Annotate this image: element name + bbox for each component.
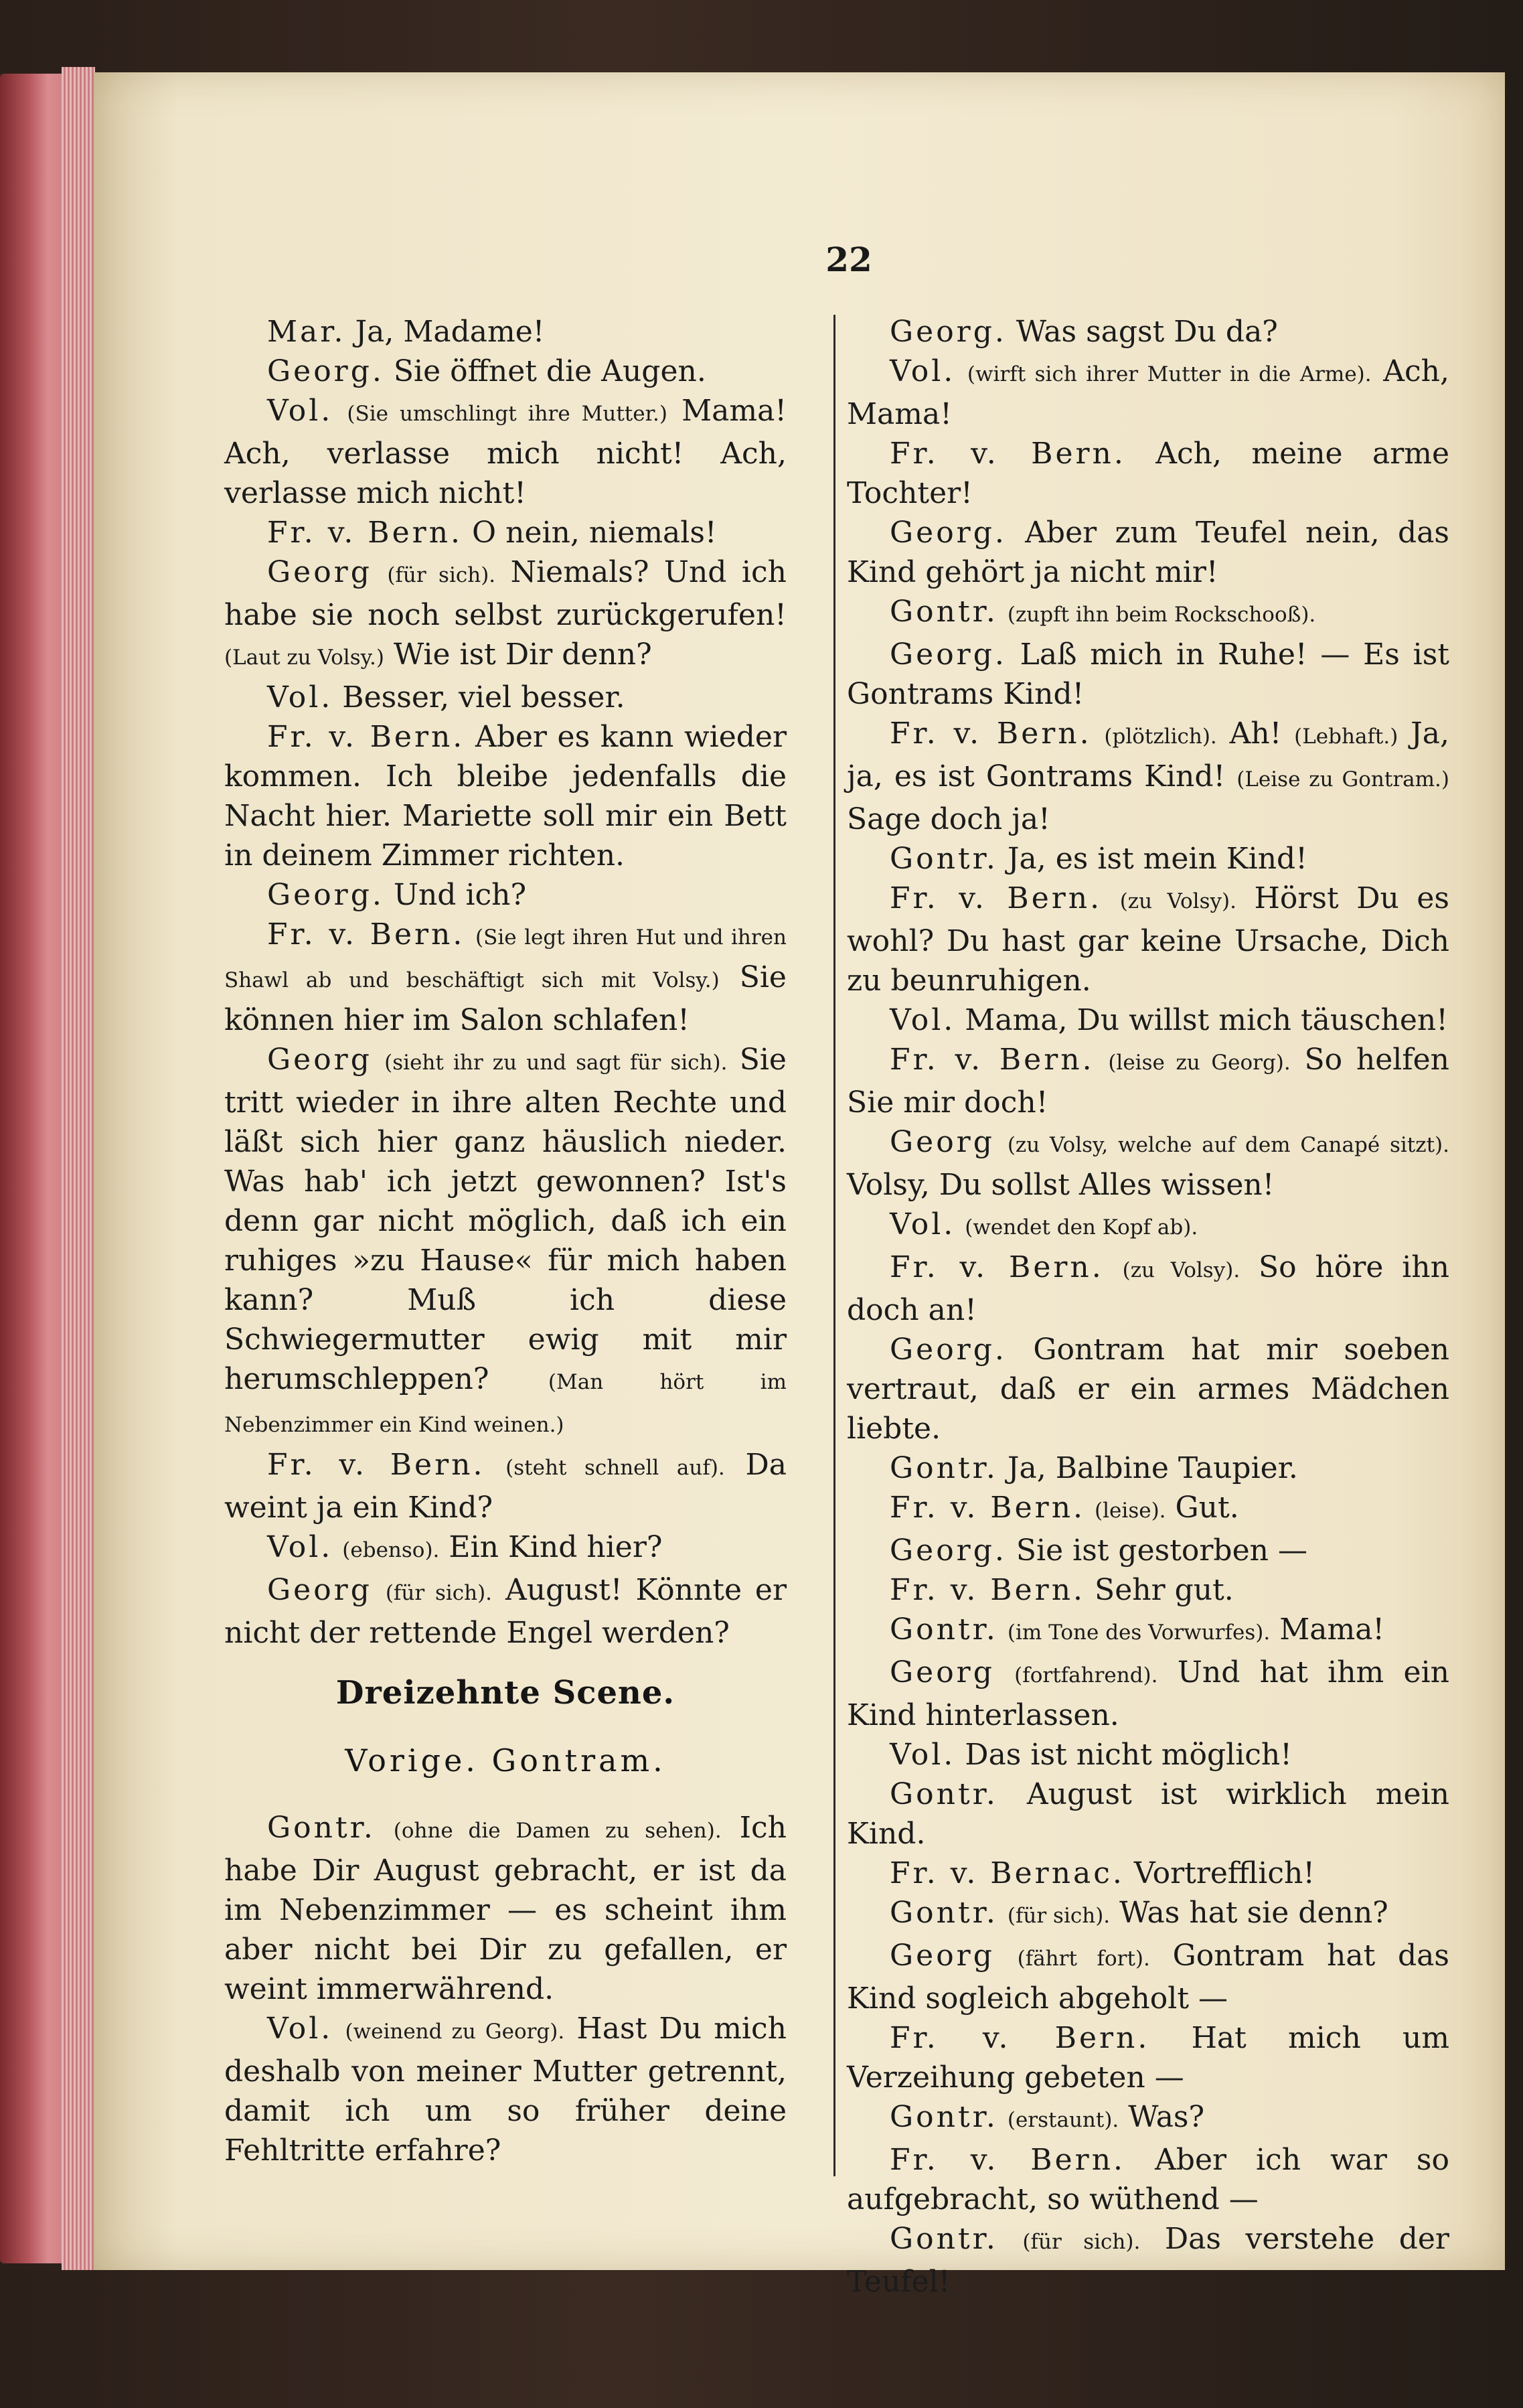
dialogue-line xyxy=(847,1248,1449,1330)
speaker-name: Georg. xyxy=(890,315,1007,349)
speaker-name: Georg xyxy=(890,1125,995,1159)
stage-direction: (Man hört im Nebenzimmer ein Kind weinen.) xyxy=(224,1370,787,1437)
dialogue-text: So helfen Sie mir doch! xyxy=(847,1043,1449,1120)
speaker-name: Fr. v. Bernac. xyxy=(890,1856,1125,1890)
dialogue-text: Sie können hier im Salon schlafen! xyxy=(224,960,787,1037)
dialogue-line xyxy=(224,513,787,552)
stage-direction: (im Tone des Vorwurfes). xyxy=(1007,1621,1271,1645)
speaker-name: Vol. xyxy=(267,680,333,714)
stage-direction: (zu Volsy, welche auf dem Canapé sitzt). xyxy=(1007,1133,1449,1157)
speaker-name: Vol. xyxy=(267,1530,333,1564)
dialogue-text: Was? xyxy=(1128,2100,1205,2134)
dialogue-line xyxy=(847,1893,1449,1936)
dialogue-text: Mama, Du willst mich täuschen! xyxy=(965,1003,1448,1037)
speaker-name: Vol. xyxy=(267,2012,333,2046)
dialogue-text: Hat mich um Verzeihung gebeten — xyxy=(847,2021,1449,2095)
speaker-name: Gontr. xyxy=(267,1811,376,1845)
speaker-name: Fr. v. Bern. xyxy=(890,1491,1086,1525)
speaker-name: Fr. v. Bern. xyxy=(267,516,463,550)
speaker-name: Gontr. xyxy=(890,1451,998,1485)
right-column xyxy=(847,312,1449,2302)
stage-direction: (für sich). xyxy=(385,1581,493,1605)
dialogue-text: Hast Du mich deshalb von meiner Mutter getrennt, damit ich um so früher deine Fehltritte erfahre? xyxy=(224,2012,787,2168)
stage-direction: (für sich). xyxy=(1022,2230,1141,2254)
dialogue-line xyxy=(224,875,787,915)
stage-direction: (Sie legt ihren Hut und ihren Shawl ab und beschäftigt sich mit Volsy.) xyxy=(224,925,787,992)
dialogue-text: Ja, es ist mein Kind! xyxy=(1007,842,1307,876)
dialogue-line xyxy=(224,1808,787,2009)
stage-direction: (Laut zu Volsy.) xyxy=(224,646,384,670)
dialogue-text: Besser, viel besser. xyxy=(342,680,625,714)
dialogue-line xyxy=(847,312,1449,352)
dialogue-text: Was hat sie denn? xyxy=(1119,1896,1388,1930)
speaker-name: Georg xyxy=(267,1573,372,1607)
dialogue-text: Ja, Madame! xyxy=(355,315,545,349)
speaker-name: Gontr. xyxy=(890,2100,998,2134)
speaker-name: Fr. v. Bern. xyxy=(267,1448,485,1482)
stage-direction: (fortfahrend). xyxy=(1014,1663,1158,1687)
stage-direction: (zu Volsy). xyxy=(1122,1258,1240,1282)
page-number: 22 xyxy=(825,240,872,279)
dialogue-line xyxy=(847,1330,1449,1448)
speaker-name: Georg xyxy=(890,1939,995,1973)
dialogue-line xyxy=(847,1531,1449,1570)
speaker-name: Fr. v. Bern. xyxy=(267,917,465,952)
speaker-name: Georg. xyxy=(890,1333,1007,1367)
speaker-name: Gontr. xyxy=(890,1612,998,1647)
speaker-name: Georg. xyxy=(890,1533,1007,1568)
stage-direction: (Lebhaft.) xyxy=(1294,725,1398,749)
dialogue-text: Hörst Du es wohl? Du hast gar keine Ursache, Dich zu beunruhigen. xyxy=(847,881,1449,998)
dialogue-line xyxy=(847,513,1449,592)
speaker-name: Gontr. xyxy=(890,2222,998,2256)
dialogue-line xyxy=(847,1448,1449,1488)
dialogue-text: Sehr gut. xyxy=(1095,1573,1234,1607)
stage-direction: (Sie umschlingt ihre Mutter.) xyxy=(347,402,667,426)
dialogue-text: Und hat ihm ein Kind hinterlassen. xyxy=(847,1655,1449,1732)
dialogue-text: Ach, verlasse mich nicht! Ach, verlasse mich nicht! xyxy=(224,437,787,510)
stage-direction: (für sich). xyxy=(1007,1904,1111,1928)
dialogue-line xyxy=(847,879,1449,1000)
dialogue-text: Mama! xyxy=(682,394,787,428)
speaker-name: Fr. v. Bern. xyxy=(890,1250,1104,1284)
speaker-name: Vol. xyxy=(890,1003,956,1037)
left-column-lower xyxy=(224,1808,787,2170)
dialogue-text: Aber zum Teufel nein, das Kind gehört ja nicht mir! xyxy=(847,516,1449,589)
dialogue-line xyxy=(847,1735,1449,1775)
dialogue-line xyxy=(847,839,1449,879)
stage-direction: (leise zu Georg). xyxy=(1108,1051,1291,1075)
dialogue-text: Gontram hat das Kind sogleich abgeholt — xyxy=(847,1939,1449,2016)
dialogue-line xyxy=(847,2018,1449,2097)
dialogue-line xyxy=(847,1610,1449,1653)
stage-direction: (wendet den Kopf ab). xyxy=(965,1215,1198,1239)
dialogue-line xyxy=(847,2097,1449,2140)
dialogue-line xyxy=(224,552,787,678)
dialogue-line xyxy=(847,714,1449,839)
dialogue-text: Sie öffnet die Augen. xyxy=(393,354,706,388)
dialogue-line xyxy=(847,352,1449,434)
speaker-name: Gontr. xyxy=(890,595,998,629)
speaker-name: Fr. v. Bern. xyxy=(890,2143,1126,2177)
stage-direction: (plötzlich). xyxy=(1104,725,1217,749)
dialogue-line xyxy=(224,1527,787,1570)
dialogue-text: Aber es kann wieder kommen. Ich bleibe jedenfalls die Nacht hier. Mariette soll mir ein Bett in deinem Zimmer richten. xyxy=(224,720,787,873)
speaker-name: Georg xyxy=(267,1043,372,1077)
dialogue-line xyxy=(224,312,787,352)
speaker-name: Georg. xyxy=(890,637,1007,672)
dialogue-text: Volsy, Du sollst Alles wissen! xyxy=(847,1168,1275,1202)
dialogue-line xyxy=(847,1205,1449,1248)
speaker-name: Georg. xyxy=(267,878,384,912)
speaker-name: Vol. xyxy=(890,1738,956,1772)
dialogue-text: Aber ich war so aufgebracht, so wüthend — xyxy=(847,2143,1449,2216)
left-column xyxy=(224,312,787,1653)
dialogue-text: O nein, niemals! xyxy=(472,516,717,550)
dialogue-text: Gontram hat mir soeben vertraut, daß er ein armes Mädchen liebte. xyxy=(847,1333,1449,1446)
speaker-name: Gontr. xyxy=(890,1896,998,1930)
dialogue-line xyxy=(224,717,787,875)
speaker-name: Gontr. xyxy=(890,1777,998,1811)
dialogue-line xyxy=(224,678,787,717)
speaker-name: Fr. v. Bern. xyxy=(890,2021,1150,2055)
dialogue-line xyxy=(847,2219,1449,2302)
dialogue-line xyxy=(847,1488,1449,1531)
dialogue-text: Sie ist gestorben — xyxy=(1016,1533,1307,1568)
dialogue-text: So höre ihn doch an! xyxy=(847,1250,1449,1327)
dialogue-text: Niemals? Und ich habe sie noch selbst zurückgerufen! xyxy=(224,555,787,632)
stage-direction: (weinend zu Georg). xyxy=(345,2020,565,2044)
dialogue-line xyxy=(224,1040,787,1445)
dialogue-text: Gut. xyxy=(1175,1491,1239,1525)
dialogue-line xyxy=(847,635,1449,714)
dialogue-line xyxy=(847,1040,1449,1122)
stage-direction: (leise). xyxy=(1095,1499,1166,1523)
dialogue-text: Ich habe Dir August gebracht, er ist da im Nebenzimmer — es scheint ihm aber nicht bei Dir zu gefallen, er weint immerwährend. xyxy=(224,1811,787,2006)
dialogue-line xyxy=(224,1570,787,1653)
speaker-name: Vol. xyxy=(267,394,333,428)
dialogue-line xyxy=(847,1653,1449,1735)
speaker-name: Vol. xyxy=(890,1207,956,1241)
dialogue-text: Ja, ja, es ist Gontrams Kind! xyxy=(847,717,1449,794)
dialogue-text: Laß mich in Ruhe! — Es ist Gontrams Kind! xyxy=(847,637,1449,711)
speaker-name: Fr. v. Bern. xyxy=(890,1043,1095,1077)
dialogue-line xyxy=(847,1936,1449,2018)
speaker-name: Fr. v. Bern. xyxy=(890,881,1103,915)
scene-cast: Vorige. Gontram. xyxy=(345,1742,666,1779)
speaker-name: Fr. v. Bern. xyxy=(890,437,1126,471)
dialogue-text: Ein Kind hier? xyxy=(449,1530,663,1564)
dialogue-text: Mama! xyxy=(1279,1612,1385,1647)
speaker-name: Georg. xyxy=(267,354,384,388)
dialogue-text: Sage doch ja! xyxy=(847,802,1050,836)
dialogue-line xyxy=(847,1854,1449,1893)
page-stack-edge xyxy=(62,67,95,2270)
speaker-name: Fr. v. Bern. xyxy=(890,717,1092,751)
stage-direction: (für sich). xyxy=(387,563,496,587)
speaker-name: Vol. xyxy=(890,354,956,388)
dialogue-text: Das verstehe der Teufel! xyxy=(847,2222,1449,2299)
dialogue-line xyxy=(224,352,787,391)
dialogue-line xyxy=(224,391,787,513)
speaker-name: Georg. xyxy=(890,516,1007,550)
stage-direction: (wirft sich ihrer Mutter in die Arme). xyxy=(967,362,1372,386)
speaker-name: Fr. v. Bern. xyxy=(890,1573,1086,1607)
dialogue-text: Ach, meine arme Tochter! xyxy=(847,437,1449,510)
scene-heading: Dreizehnte Scene. xyxy=(335,1674,675,1712)
dialogue-text: Sie tritt wieder in ihre alten Rechte und läßt sich hier ganz häuslich nieder. Was hab' ich jetzt gewonnen? Ist's denn gar nicht möglich, daß ich ein ruhiges »zu Hause« für mich haben kann? Muß ich diese Schwiegermutter ewig mit mir herumschleppen? xyxy=(224,1043,787,1396)
dialogue-line xyxy=(847,2140,1449,2219)
speaker-name: Gontr. xyxy=(890,842,998,876)
dialogue-line xyxy=(847,1775,1449,1854)
dialogue-line xyxy=(224,915,787,1040)
stage-direction: (Leise zu Gontram.) xyxy=(1236,767,1449,792)
dialogue-text: Das ist nicht möglich! xyxy=(965,1738,1292,1772)
dialogue-text: Ach, Mama! xyxy=(847,354,1449,431)
dialogue-text: Da weint ja ein Kind? xyxy=(224,1448,787,1525)
dialogue-line xyxy=(847,1000,1449,1040)
stage-direction: (ohne die Damen zu sehen). xyxy=(393,1819,722,1843)
dialogue-line xyxy=(847,592,1449,635)
stage-direction: (steht schnell auf). xyxy=(505,1456,725,1480)
dialogue-text: Ah! xyxy=(1229,717,1282,751)
dialogue-text: Ja, Balbine Taupier. xyxy=(1007,1451,1298,1485)
dialogue-line xyxy=(847,1122,1449,1205)
dialogue-line xyxy=(847,434,1449,513)
stage-direction: (sieht ihr zu und sagt für sich). xyxy=(384,1051,728,1075)
stage-direction: (erstaunt). xyxy=(1007,2108,1119,2132)
dialogue-text: Was sagst Du da? xyxy=(1016,315,1278,349)
speaker-name: Mar. xyxy=(267,315,346,349)
column-divider xyxy=(833,315,835,2176)
stage-direction: (ebenso). xyxy=(342,1538,440,1562)
dialogue-text: Und ich? xyxy=(393,878,527,912)
dialogue-line xyxy=(847,1570,1449,1610)
dialogue-line xyxy=(224,2009,787,2170)
dialogue-text: Wie ist Dir denn? xyxy=(393,637,652,672)
stage-direction: (zupft ihn beim Rockschooß). xyxy=(1007,603,1316,627)
stage-direction: (zu Volsy). xyxy=(1119,889,1236,913)
speaker-name: Georg xyxy=(267,555,372,589)
dialogue-text: August ist wirklich mein Kind. xyxy=(847,1777,1449,1851)
speaker-name: Fr. v. Bern. xyxy=(267,720,465,754)
dialogue-text: August! Könnte er nicht der rettende Engel werden? xyxy=(224,1573,787,1650)
dialogue-line xyxy=(224,1445,787,1527)
dialogue-text: Vortrefflich! xyxy=(1133,1856,1315,1890)
speaker-name: Georg xyxy=(890,1655,995,1689)
stage-direction: (fährt fort). xyxy=(1017,1947,1150,1971)
